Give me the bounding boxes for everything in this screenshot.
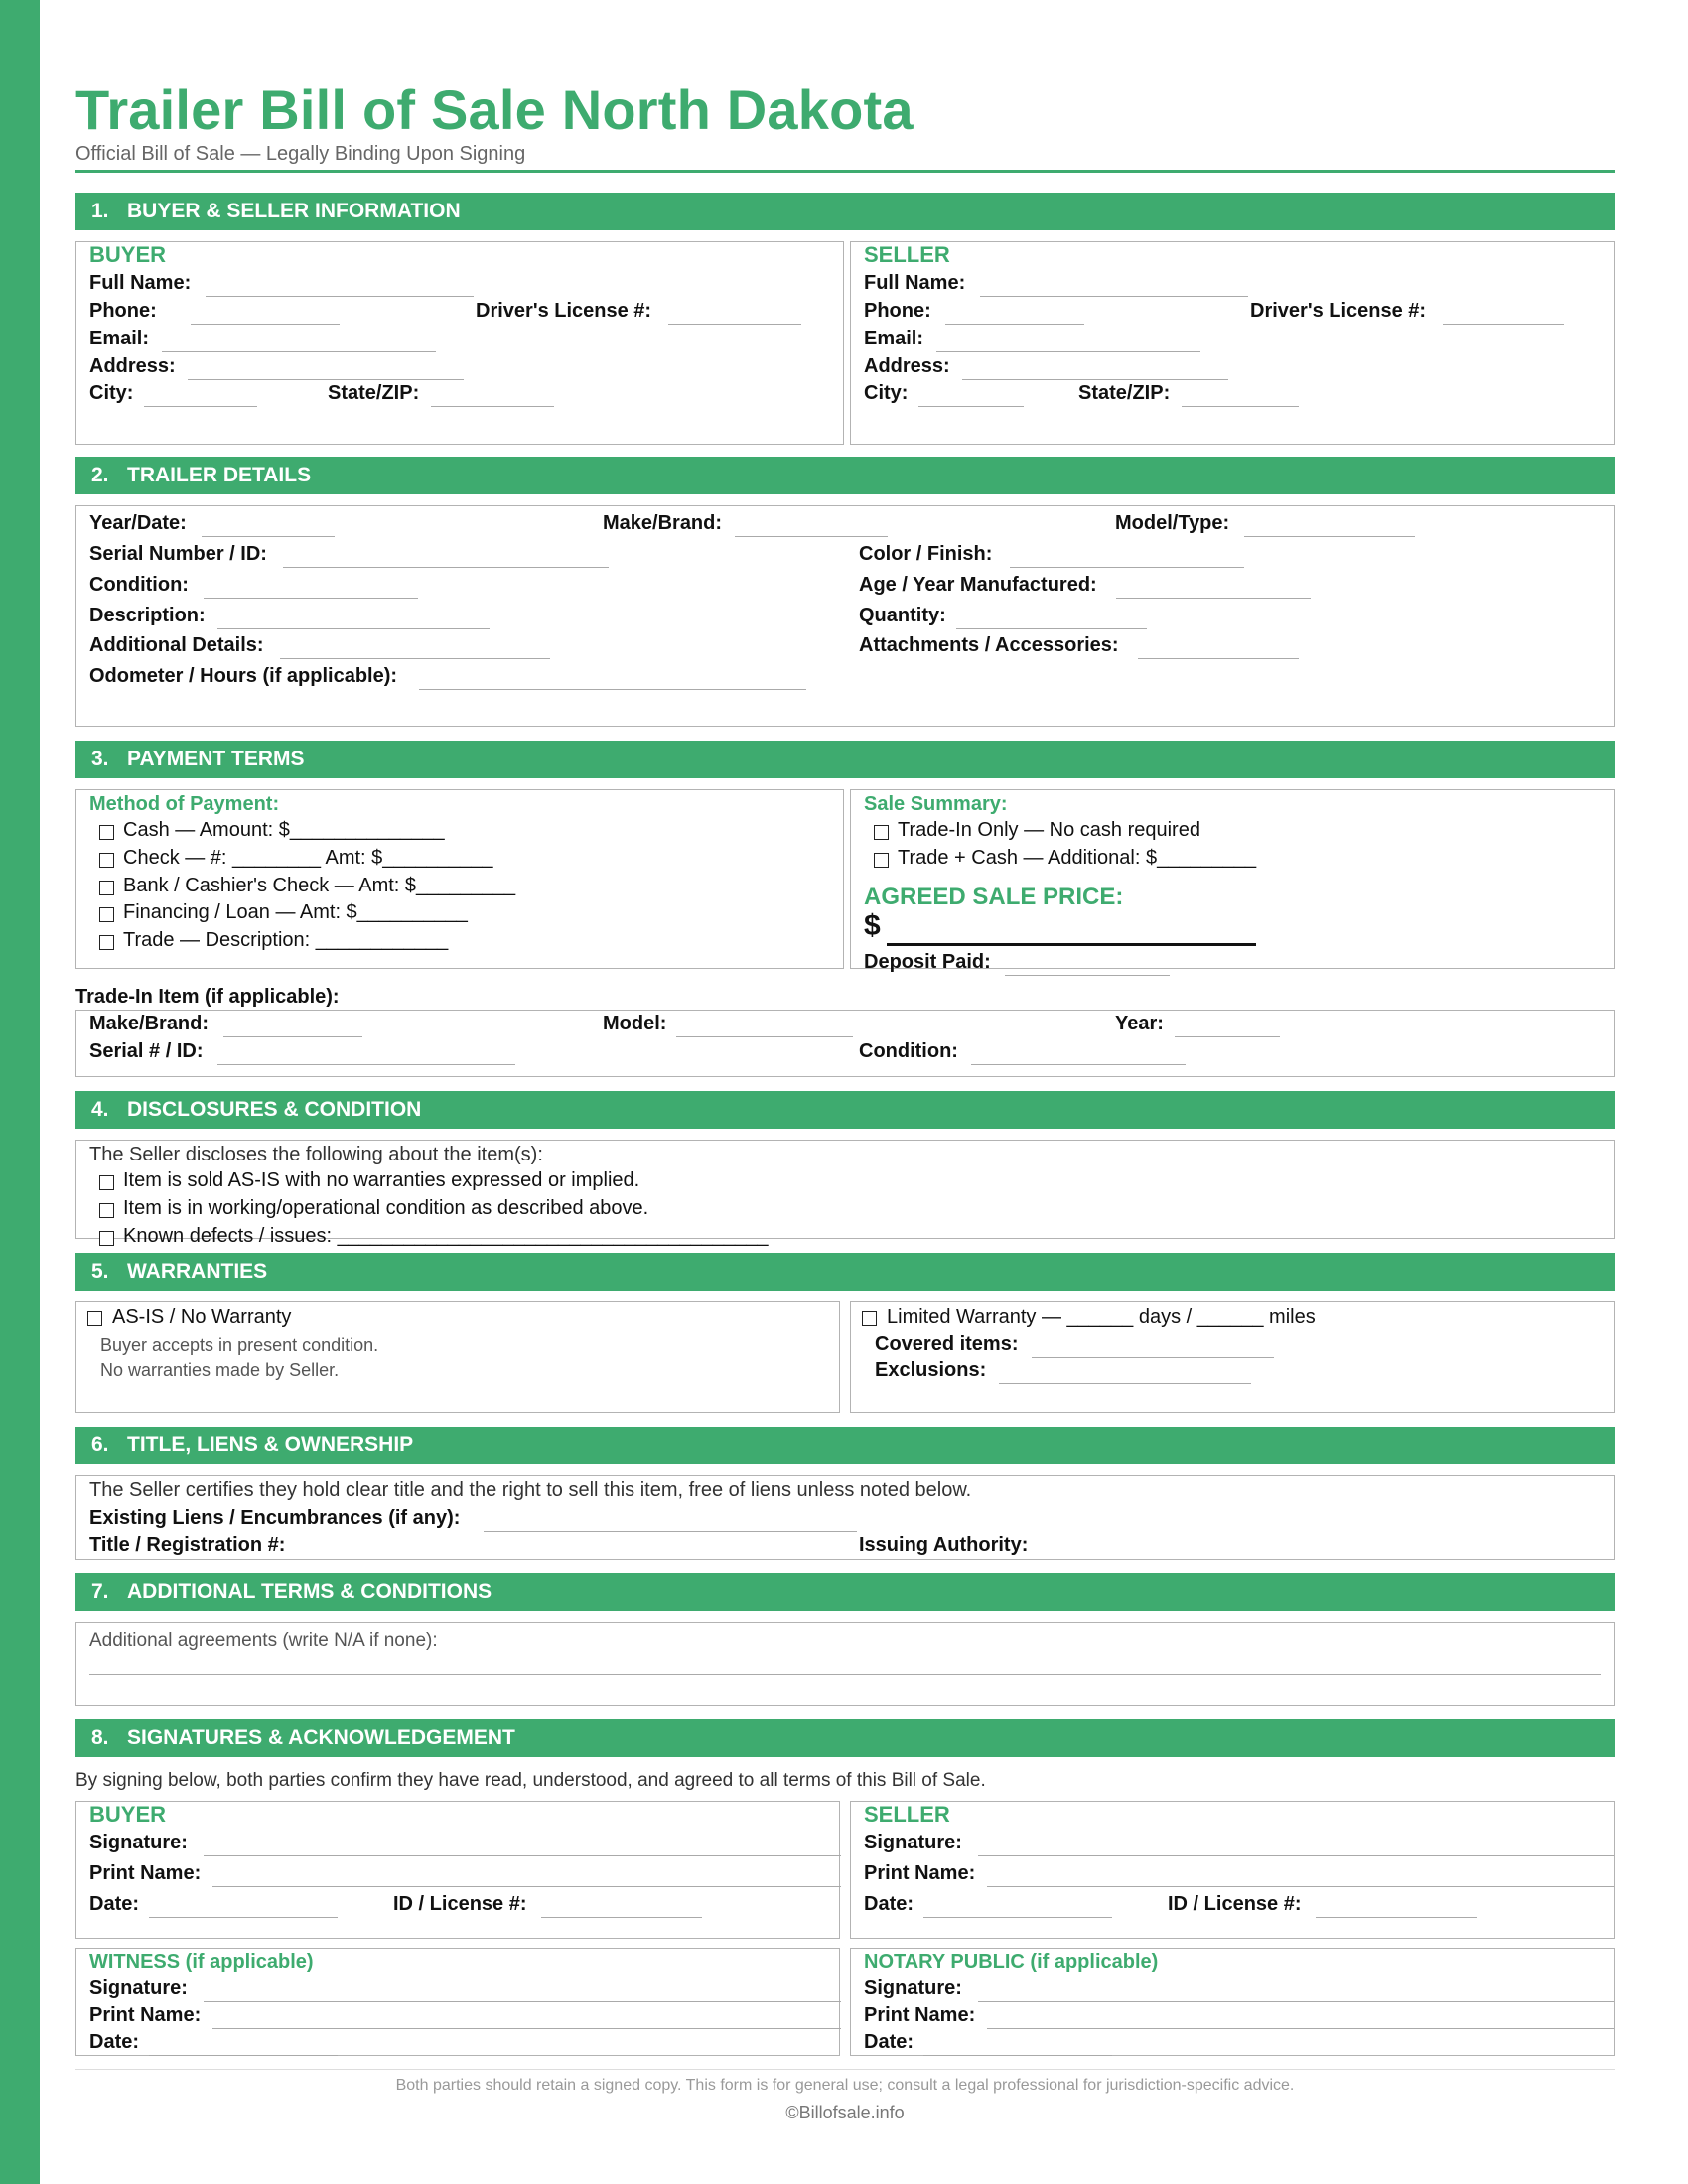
as-is-warranty-box — [75, 1301, 840, 1413]
witness-print-name-label: Print Name: — [89, 2004, 202, 2026]
disclosures-intro: The Seller discloses the following about the item(s): — [89, 1144, 543, 1165]
section-header-trailer-details: 2. TRAILER DETAILS — [75, 457, 1615, 494]
seller-phone-label: Phone: — [864, 300, 931, 322]
working-condition-checkbox[interactable] — [99, 1203, 114, 1218]
section-header-title-liens: 6. TITLE, LIENS & OWNERSHIP — [75, 1427, 1615, 1464]
trade-plus-cash-checkbox[interactable] — [874, 853, 889, 868]
buyer-id-license-label: ID / License #: — [393, 1893, 527, 1915]
cash-checkbox[interactable] — [99, 825, 114, 840]
trade-in-serial-field[interactable] — [217, 1064, 515, 1065]
as-is-disclosure-checkbox[interactable] — [99, 1175, 114, 1190]
disclosures-box — [75, 1140, 1615, 1247]
payment-method-heading: Method of Payment: — [89, 793, 280, 815]
seller-date-label: Date: — [864, 1893, 914, 1915]
limited-warranty-checkbox[interactable] — [862, 1311, 877, 1326]
serial-number-label: Serial Number / ID: — [89, 543, 267, 565]
notary-date-field[interactable] — [923, 2055, 1112, 2056]
notary-signature-label: Signature: — [864, 1978, 962, 1999]
as-is-warranty-checkbox[interactable] — [87, 1311, 102, 1326]
as-is-disclosure-text: Item is sold AS-IS with no warranties expressed or implied. — [123, 1169, 640, 1191]
seller-email-label: Email: — [864, 328, 924, 349]
covered-items-field[interactable] — [1032, 1357, 1274, 1358]
document-title: Trailer Bill of Sale North Dakota — [75, 78, 914, 141]
section-header-signatures: 8. SIGNATURES & ACKNOWLEDGEMENT — [75, 1719, 1615, 1757]
witness-signature-field[interactable] — [204, 2001, 841, 2002]
trade-in-item-box — [75, 1010, 1615, 1077]
additional-agreements-prompt: Additional agreements (write N/A if none): — [89, 1630, 438, 1651]
buyer-address-label: Address: — [89, 355, 176, 377]
trade-checkbox[interactable] — [99, 935, 114, 950]
condition-field[interactable] — [204, 598, 418, 599]
seller-signature-heading: SELLER — [864, 1802, 950, 1827]
buyer-state-zip-field[interactable] — [431, 406, 554, 407]
check-checkbox[interactable] — [99, 853, 114, 868]
seller-id-license-field[interactable] — [1316, 1917, 1477, 1918]
description-label: Description: — [89, 605, 206, 626]
seller-full-name-field[interactable] — [980, 296, 1248, 297]
buyer-email-field[interactable] — [162, 351, 436, 352]
cashiers-check-option: Bank / Cashier's Check — Amt: $_________ — [123, 875, 516, 896]
trade-in-serial-label: Serial # / ID: — [89, 1040, 204, 1062]
check-option: Check — #: ________ Amt: $__________ — [123, 847, 493, 869]
seller-signature-field[interactable] — [978, 1855, 1614, 1856]
known-defects-text: Known defects / issues: _______________________________________ — [123, 1225, 769, 1247]
model-type-label: Model/Type: — [1115, 512, 1230, 534]
title-divider — [75, 170, 1615, 173]
dollar-sign: $ — [864, 909, 881, 942]
limited-warranty-box — [850, 1301, 1615, 1413]
section-header-disclosures: 4. DISCLOSURES & CONDITION — [75, 1091, 1615, 1129]
issuing-authority-label: Issuing Authority: — [859, 1534, 1029, 1556]
seller-info-box — [850, 241, 1615, 445]
existing-liens-field[interactable] — [484, 1531, 857, 1532]
odometer-field[interactable] — [419, 689, 806, 690]
quantity-field[interactable] — [956, 628, 1147, 629]
buyer-date-label: Date: — [89, 1893, 140, 1915]
title-liens-intro: The Seller certifies they hold clear title and the right to sell this item, free of liens unless noted below. — [89, 1479, 972, 1501]
buyer-print-name-field[interactable] — [212, 1886, 841, 1887]
seller-email-field[interactable] — [936, 351, 1200, 352]
trade-in-model-field[interactable] — [676, 1036, 853, 1037]
buyer-print-name-label: Print Name: — [89, 1862, 202, 1884]
make-brand-label: Make/Brand: — [603, 512, 723, 534]
title-liens-box — [75, 1475, 1615, 1560]
seller-id-license-label: ID / License #: — [1168, 1893, 1302, 1915]
notary-heading: NOTARY PUBLIC (if applicable) — [864, 1951, 1159, 1973]
buyer-signature-label: Signature: — [89, 1832, 188, 1853]
section-header-payment-terms: 3. PAYMENT TERMS — [75, 741, 1615, 778]
seller-state-zip-field[interactable] — [1182, 406, 1299, 407]
buyer-signature-box — [75, 1801, 840, 1939]
buyer-phone-field[interactable] — [191, 324, 340, 325]
witness-print-name-field[interactable] — [212, 2028, 841, 2029]
seller-city-field[interactable] — [918, 406, 1024, 407]
agreed-sale-price-heading: AGREED SALE PRICE: — [864, 884, 1124, 910]
financing-checkbox[interactable] — [99, 907, 114, 922]
witness-heading: WITNESS (if applicable) — [89, 1951, 314, 1973]
section-header-warranties: 5. WARRANTIES — [75, 1253, 1615, 1291]
as-is-note-present-condition: Buyer accepts in present condition. — [100, 1335, 379, 1355]
notary-date-label: Date: — [864, 2031, 914, 2053]
buyer-signature-heading: BUYER — [89, 1802, 167, 1827]
notary-print-name-label: Print Name: — [864, 2004, 976, 2026]
witness-date-field[interactable] — [149, 2055, 338, 2056]
trade-in-model-label: Model: — [603, 1013, 667, 1034]
attachments-field[interactable] — [1138, 658, 1299, 659]
buyer-license-label: Driver's License #: — [476, 300, 652, 322]
year-date-field[interactable] — [202, 536, 335, 537]
odometer-label: Odometer / Hours (if applicable): — [89, 665, 398, 687]
quantity-label: Quantity: — [859, 605, 946, 626]
trade-in-only-option: Trade-In Only — No cash required — [898, 819, 1200, 841]
trade-in-only-checkbox[interactable] — [874, 825, 889, 840]
seller-license-label: Driver's License #: — [1250, 300, 1427, 322]
section-header-buyer-seller: 1. BUYER & SELLER INFORMATION — [75, 193, 1615, 230]
buyer-state-zip-label: State/ZIP: — [328, 382, 420, 404]
additional-agreements-field[interactable] — [89, 1674, 1601, 1675]
seller-signature-label: Signature: — [864, 1832, 962, 1853]
color-finish-label: Color / Finish: — [859, 543, 993, 565]
seller-phone-field[interactable] — [945, 324, 1084, 325]
as-is-warranty-label: AS-IS / No Warranty — [112, 1306, 292, 1328]
known-defects-checkbox[interactable] — [99, 1231, 114, 1246]
sale-summary-heading: Sale Summary: — [864, 793, 1008, 815]
cash-option: Cash — Amount: $______________ — [123, 819, 445, 841]
notary-print-name-field[interactable] — [987, 2028, 1614, 2029]
year-date-label: Year/Date: — [89, 512, 187, 534]
condition-label: Condition: — [89, 574, 189, 596]
trade-in-condition-label: Condition: — [859, 1040, 958, 1062]
age-manufactured-label: Age / Year Manufactured: — [859, 574, 1097, 596]
trade-in-make-label: Make/Brand: — [89, 1013, 210, 1034]
additional-details-field[interactable] — [280, 658, 550, 659]
working-condition-text: Item is in working/operational condition as described above. — [123, 1197, 649, 1219]
buyer-full-name-field[interactable] — [206, 296, 474, 297]
seller-city-label: City: — [864, 382, 909, 404]
seller-license-field[interactable] — [1443, 324, 1564, 325]
limited-warranty-label: Limited Warranty — ______ days / ______ miles — [887, 1306, 1316, 1328]
trade-in-year-label: Year: — [1115, 1013, 1164, 1034]
existing-liens-label: Existing Liens / Encumbrances (if any): — [89, 1507, 461, 1529]
seller-address-label: Address: — [864, 355, 950, 377]
buyer-license-field[interactable] — [668, 324, 801, 325]
as-is-note-no-warranties: No warranties made by Seller. — [100, 1360, 340, 1380]
footer-note: Both parties should retain a signed copy. This form is for general use; consult a legal professional for jurisdiction-specific advice. — [395, 2077, 1295, 2094]
seller-print-name-label: Print Name: — [864, 1862, 976, 1884]
footer-divider — [75, 2069, 1615, 2070]
additional-details-label: Additional Details: — [89, 634, 264, 656]
payment-method-box — [75, 789, 844, 969]
notary-signature-field[interactable] — [978, 2001, 1614, 2002]
trade-in-make-field[interactable] — [223, 1036, 362, 1037]
seller-date-field[interactable] — [923, 1917, 1112, 1918]
trade-plus-cash-option: Trade + Cash — Additional: $_________ — [898, 847, 1257, 869]
buyer-city-field[interactable] — [144, 406, 257, 407]
serial-number-field[interactable] — [283, 567, 609, 568]
seller-signature-box — [850, 1801, 1615, 1939]
buyer-date-field[interactable] — [149, 1917, 338, 1918]
signatures-intro: By signing below, both parties confirm they have read, understood, and agreed to all terms of this Bill of Sale. — [75, 1770, 986, 1791]
section-header-additional-terms: 7. ADDITIONAL TERMS & CONDITIONS — [75, 1573, 1615, 1611]
trailer-details-box — [75, 505, 1615, 727]
exclusions-label: Exclusions: — [875, 1359, 987, 1381]
agreed-sale-price-field[interactable] — [887, 943, 1256, 946]
financing-option: Financing / Loan — Amt: $__________ — [123, 901, 468, 923]
covered-items-label: Covered items: — [875, 1333, 1019, 1355]
age-manufactured-field[interactable] — [1116, 598, 1311, 599]
seller-full-name-label: Full Name: — [864, 272, 966, 294]
trade-in-condition-field[interactable] — [971, 1064, 1186, 1065]
buyer-city-label: City: — [89, 382, 134, 404]
cashiers-check-checkbox[interactable] — [99, 881, 114, 895]
trade-in-year-field[interactable] — [1175, 1036, 1280, 1037]
left-accent-stripe — [0, 0, 40, 2184]
seller-print-name-field[interactable] — [987, 1886, 1614, 1887]
witness-date-label: Date: — [89, 2031, 140, 2053]
seller-state-zip-label: State/ZIP: — [1078, 382, 1171, 404]
buyer-id-license-field[interactable] — [541, 1917, 702, 1918]
buyer-signature-field[interactable] — [204, 1855, 841, 1856]
witness-signature-label: Signature: — [89, 1978, 188, 1999]
description-field[interactable] — [217, 628, 490, 629]
deposit-paid-label: Deposit Paid: — [864, 951, 991, 973]
copyright-notice: ©Billofsale.info — [785, 2103, 905, 2122]
seller-address-field[interactable] — [962, 379, 1228, 380]
model-type-field[interactable] — [1244, 536, 1415, 537]
notary-signature-box — [850, 1948, 1615, 2056]
buyer-info-box — [75, 241, 844, 445]
additional-terms-box — [75, 1622, 1615, 1706]
trade-option: Trade — Description: ____________ — [123, 929, 449, 951]
color-finish-field[interactable] — [1010, 567, 1244, 568]
document-subtitle: Official Bill of Sale — Legally Binding Upon Signing — [75, 143, 526, 165]
buyer-phone-label: Phone: — [89, 300, 157, 322]
make-brand-field[interactable] — [735, 536, 888, 537]
buyer-full-name-label: Full Name: — [89, 272, 192, 294]
sale-summary-box — [850, 789, 1615, 973]
attachments-label: Attachments / Accessories: — [859, 634, 1119, 656]
seller-heading: SELLER — [864, 242, 950, 267]
buyer-heading: BUYER — [89, 242, 167, 267]
buyer-email-label: Email: — [89, 328, 150, 349]
witness-signature-box — [75, 1948, 840, 2056]
title-registration-label: Title / Registration #: — [89, 1534, 286, 1556]
exclusions-field[interactable] — [999, 1383, 1251, 1384]
trade-in-item-label: Trade-In Item (if applicable): — [75, 986, 340, 1008]
deposit-paid-field[interactable] — [1005, 975, 1170, 976]
buyer-address-field[interactable] — [188, 379, 464, 380]
